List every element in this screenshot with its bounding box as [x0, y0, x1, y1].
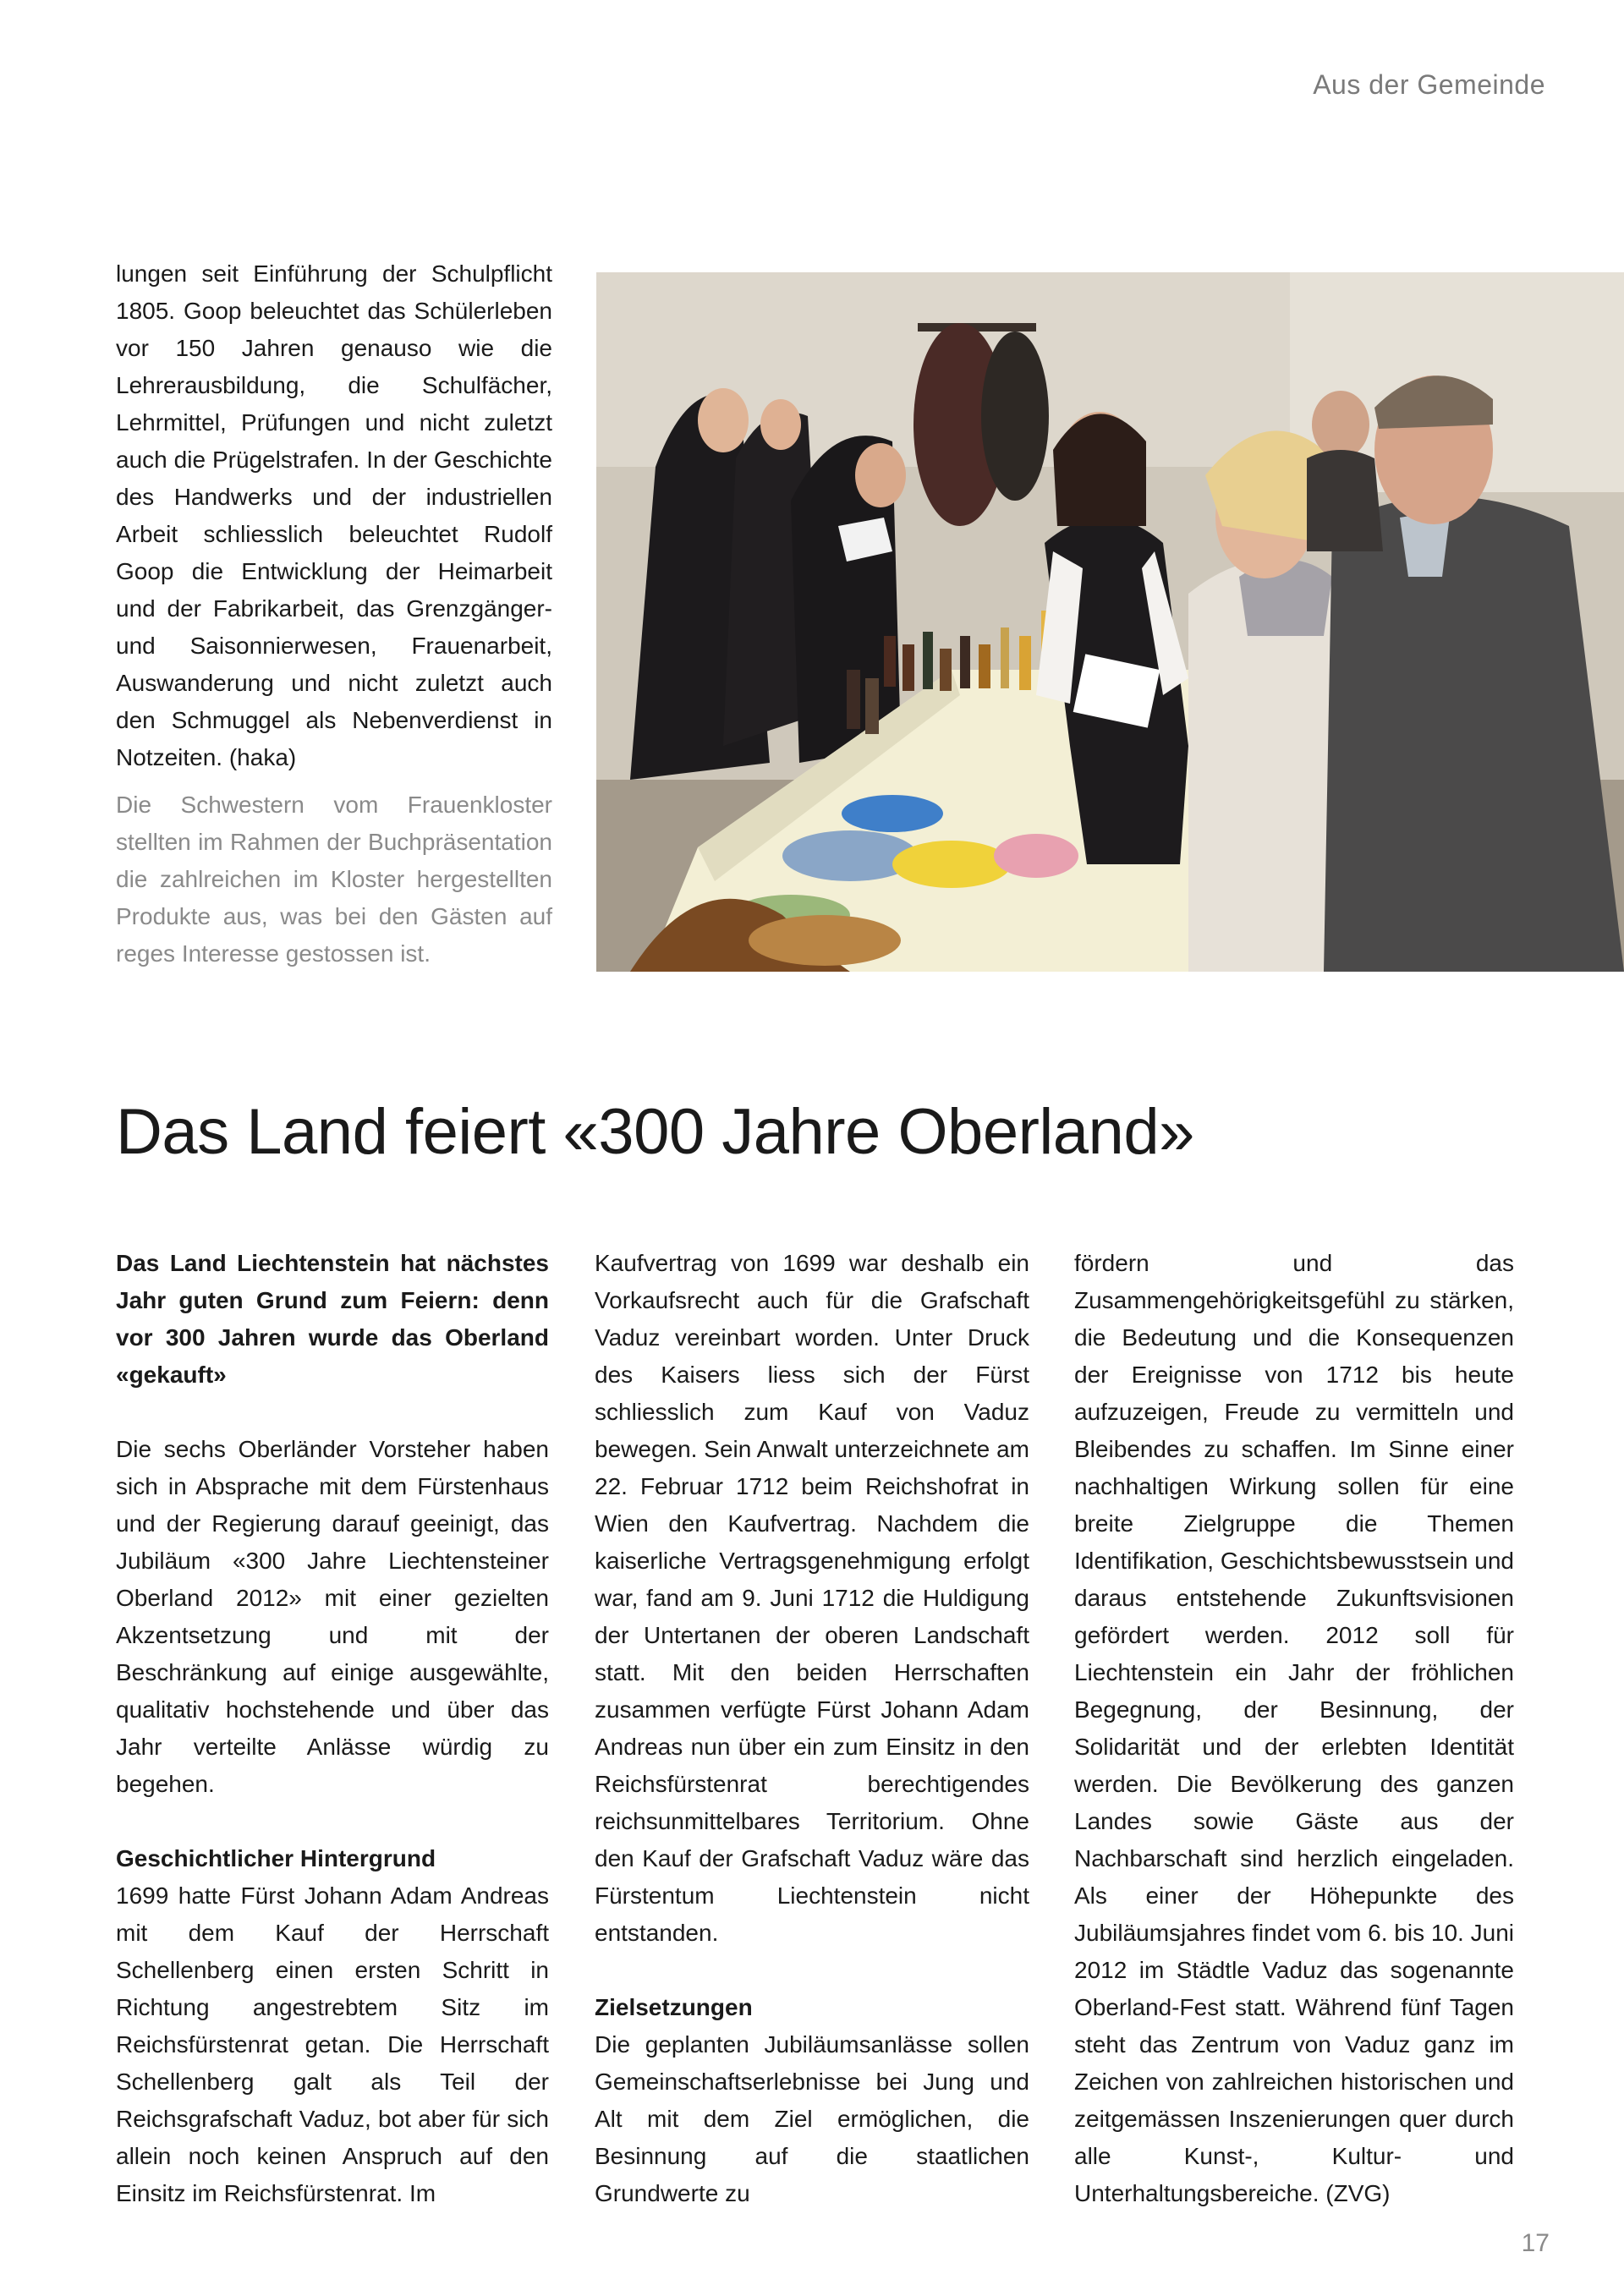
caption-text: Die Schwestern vom Frauenkloster stellten im Rahmen der Buchpräsentation die zahlreichen im Kloster hergestellten Produkte aus, was bei den Gästen auf reges Interesse gestossen ist.: [116, 792, 552, 967]
article-paragraph: Die sechs Oberländer Vorsteher haben sich in Absprache mit dem Fürstenhaus und der Regierung darauf geeinigt, das Jubiläum «300 Jahre Liechtensteiner Oberland 2012» mit einer gezielten Akzentsetzung und mit der Beschränkung auf einige ausgewählte, qualitativ hochstehende und über das Jahr verteilte Anlässe würdig zu begehen.: [116, 1436, 549, 1797]
article-column-2: [595, 1245, 1029, 2212]
article-paragraph: Die geplanten Jubiläumsanlässe sollen Gemeinschaftserlebnisse bei Jung und Alt mit dem Ziel ermöglichen, die Besinnung auf die staatlichen Grundwerte zu: [595, 2031, 1029, 2206]
photo-caption: [116, 786, 552, 973]
article-column-3: [1074, 1245, 1514, 2212]
section-header: Aus der Gemeinde: [1313, 69, 1545, 100]
article-subheading: Zielsetzungen: [595, 1994, 753, 2020]
article-subheading: Geschichtlicher Hintergrund: [116, 1845, 436, 1871]
intro-column: [116, 255, 552, 776]
article-lead: Das Land Liechtenstein hat nächstes Jahr guten Grund zum Feiern: denn vor 300 Jahren wurde das Oberland «gekauft»: [116, 1250, 549, 1388]
event-photo: [596, 272, 1624, 972]
article-paragraph: fördern und das Zusammengehörigkeitsgefühl zu stärken, die Bedeutung und die Konsequenzen der Ereignisse von 1712 bis heute aufzuzeigen, Freude zu vermitteln und Bleibendes zu schaffen. Im Sinne einer nachhaltigen Wirkung sollen für eine breite Zielgruppe die Themen Identifikation, Geschichtsbewusstsein und daraus entstehende Zukunftsvisionen gefördert werden. 2012 soll für Liechtenstein ein Jahr der fröhlichen Begegnung, der Besinnung, der Solidarität und der erlebten Identität werden. Die Bevölkerung des ganzen Landes sowie Gäste aus der Nachbarschaft sind herzlich eingeladen. Als einer der Höhepunkte des Jubiläumsjahres findet vom 6. bis 10. Juni 2012 im Städtle Vaduz das sogenannte Oberland-Fest statt. Während fünf Tagen steht das Zentrum von Vaduz ganz im Zeichen von zahlreichen historischen und zeitgemässen Inszenierungen quer durch alle Kunst-, Kultur- und Unterhaltungsbereiche. (ZVG): [1074, 1250, 1514, 2206]
article-paragraph: 1699 hatte Fürst Johann Adam Andreas mit dem Kauf der Herrschaft Schellenberg einen ersten Schritt in Richtung angestrebtem Sitz im Reichsfürstenrat getan. Die Herrschaft Schellenberg galt als Teil der Reichsgrafschaft Vaduz, bot aber für sich allein noch keinen Anspruch auf den Einsitz im Reichsfürstenrat. Im: [116, 1882, 549, 2206]
intro-paragraph: lungen seit Einführung der Schulpflicht 1805. Goop beleuchtet das Schülerleben vor 150 Jahren genauso wie die Lehrerausbildung, die Schulfächer, Lehrmittel, Prüfungen und nicht zuletzt auch die Prügelstrafen. In der Geschichte des Handwerks und der industriellen Arbeit schliesslich beleuchtet Rudolf Goop die Entwicklung der Heimarbeit und der Fabrikarbeit, das Grenzgänger- und Saisonnierwesen, Frauenarbeit, Auswanderung und nicht zuletzt auch den Schmuggel als Nebenverdienst in Notzeiten. (haka): [116, 260, 552, 770]
article-column-1: [116, 1245, 549, 2212]
article-paragraph: Kaufvertrag von 1699 war deshalb ein Vorkaufsrecht auch für die Grafschaft Vaduz vereinbart worden. Unter Druck des Kaisers liess sich der Fürst schliesslich zum Kauf von Vaduz bewegen. Sein Anwalt unterzeichnete am 22. Februar 1712 beim Reichshofrat in Wien den Kaufvertrag. Nachdem die kaiserliche Vertragsgenehmigung erfolgt war, fand am 9. Juni 1712 die Huldigung der Untertanen der oberen Landschaft statt. Mit den beiden Herrschaften zusammen verfügte Fürst Johann Adam Andreas nun über ein zum Einsitz in den Reichsfürstenrat berechtigendes reichsunmittelbares Territorium. Ohne den Kauf der Grafschaft Vaduz wäre das Fürstentum Liechtenstein nicht entstanden.: [595, 1250, 1029, 1946]
page-number: 17: [1521, 2229, 1550, 2257]
article-headline: Das Land feiert «300 Jahre Oberland»: [116, 1096, 1194, 1168]
